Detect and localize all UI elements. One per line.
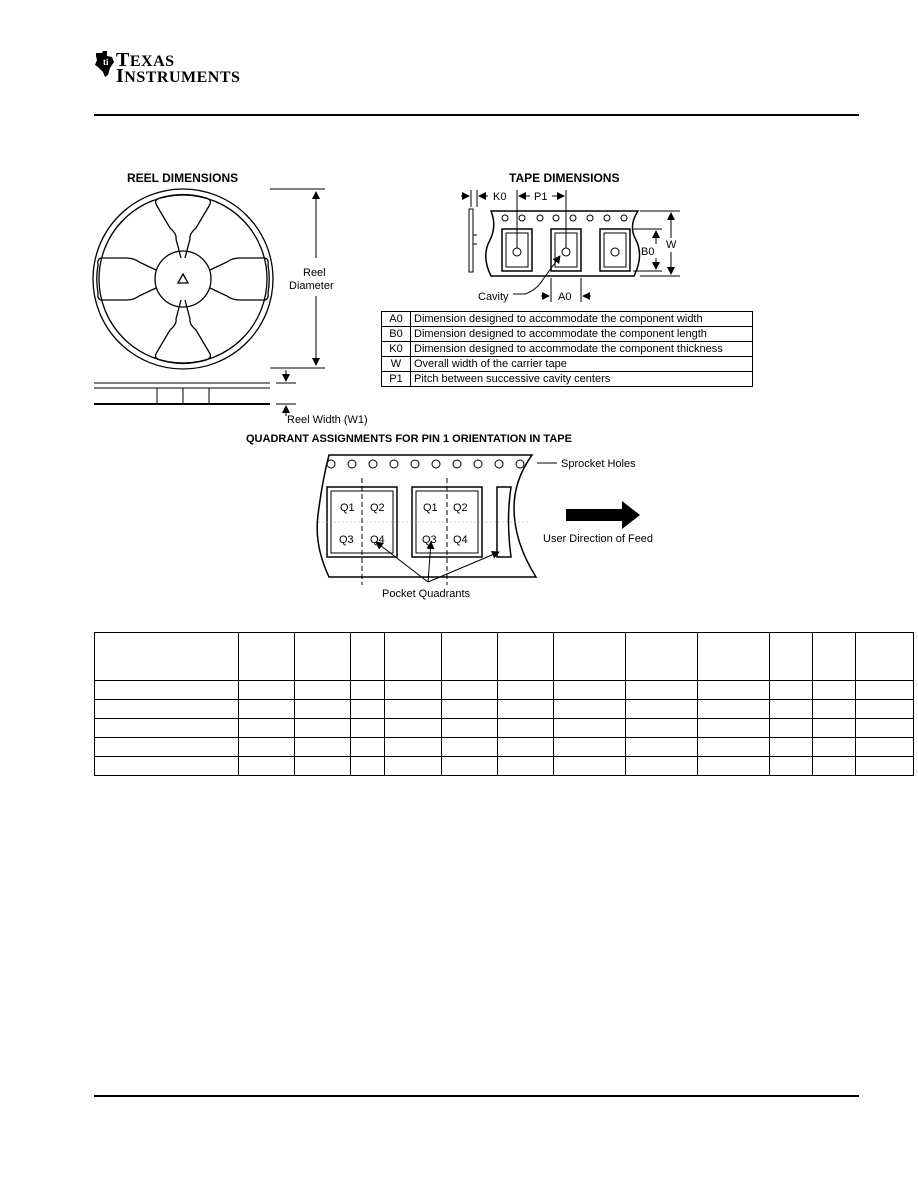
feed-direction-label: User Direction of Feed [543, 533, 654, 545]
reel-title: REEL DIMENSIONS [127, 171, 239, 185]
table-cell [698, 633, 770, 681]
tape-cavity-label: Cavity [478, 291, 509, 303]
table-cell [385, 633, 442, 681]
quadrant-tape-drawing [317, 455, 557, 585]
quadrant-q1-a: Q1 [340, 502, 355, 514]
reel-side-view [94, 383, 270, 404]
legend-row [382, 342, 753, 357]
legend-desc: Overall width of the carrier tape [411, 357, 753, 372]
quadrant-q4-a: Q4 [370, 534, 385, 546]
tape-title: TAPE DIMENSIONS [509, 171, 620, 185]
tape-reel-info-table [94, 632, 914, 776]
quadrant-q2-a: Q2 [370, 502, 385, 514]
table-cell [498, 633, 554, 681]
table-cell [95, 633, 239, 681]
table-cell [351, 633, 385, 681]
reel-diameter-label-2: Diameter [289, 280, 334, 292]
logo-line-2: INSTRUMENTS [116, 65, 241, 87]
reel-drawing [93, 189, 273, 369]
table-row [95, 757, 914, 776]
table-cell [295, 633, 351, 681]
table-cell [770, 633, 813, 681]
pocket-quadrants-label: Pocket Quadrants [382, 588, 471, 600]
legend-row [382, 327, 753, 342]
legend-row [382, 312, 753, 327]
legend-row [382, 372, 753, 387]
feed-arrow-icon [566, 501, 640, 529]
tape-drawing [469, 209, 640, 276]
sprocket-holes-label: Sprocket Holes [561, 458, 636, 470]
tape-k0-label: K0 [493, 191, 507, 203]
tape-w-label: W [666, 239, 677, 251]
logo-line-1: TEXAS [116, 49, 175, 71]
table-cell [554, 633, 626, 681]
tape-p1-label: P1 [534, 191, 548, 203]
quadrant-q3-b: Q3 [422, 534, 437, 546]
tape-b0-label: B0 [641, 246, 655, 258]
tape-dimension-legend [381, 311, 753, 387]
table-row [95, 719, 914, 738]
legend-code: B0 [382, 327, 411, 342]
quadrant-q2-b: Q2 [453, 502, 468, 514]
footer-rule [94, 1095, 859, 1097]
legend-code: K0 [382, 342, 411, 357]
table-cell [239, 633, 295, 681]
quadrant-q4-b: Q4 [453, 534, 468, 546]
table-cell [442, 633, 498, 681]
table-row [95, 738, 914, 757]
legend-desc: Pitch between successive cavity centers [411, 372, 753, 387]
reel-width-label: Reel Width (W1) [287, 414, 368, 426]
legend-desc: Dimension designed to accommodate the component thickness [411, 342, 753, 357]
legend-code: A0 [382, 312, 411, 327]
quadrant-title: QUADRANT ASSIGNMENTS FOR PIN 1 ORIENTATION IN TAPE [246, 433, 572, 445]
quadrant-q3-a: Q3 [339, 534, 354, 546]
table-cell [856, 633, 914, 681]
legend-code: P1 [382, 372, 411, 387]
legend-row [382, 357, 753, 372]
legend-code: W [382, 357, 411, 372]
table-cell [626, 633, 698, 681]
quadrant-q1-b: Q1 [423, 502, 438, 514]
table-row [95, 700, 914, 719]
svg-text:ti: ti [103, 57, 109, 67]
tape-a0-label: A0 [558, 291, 572, 303]
table-cell [813, 633, 856, 681]
legend-desc: Dimension designed to accommodate the component length [411, 327, 753, 342]
reel-diameter-label-1: Reel [303, 267, 326, 279]
legend-desc: Dimension designed to accommodate the component width [411, 312, 753, 327]
table-header-row [95, 633, 914, 681]
table-row [95, 681, 914, 700]
